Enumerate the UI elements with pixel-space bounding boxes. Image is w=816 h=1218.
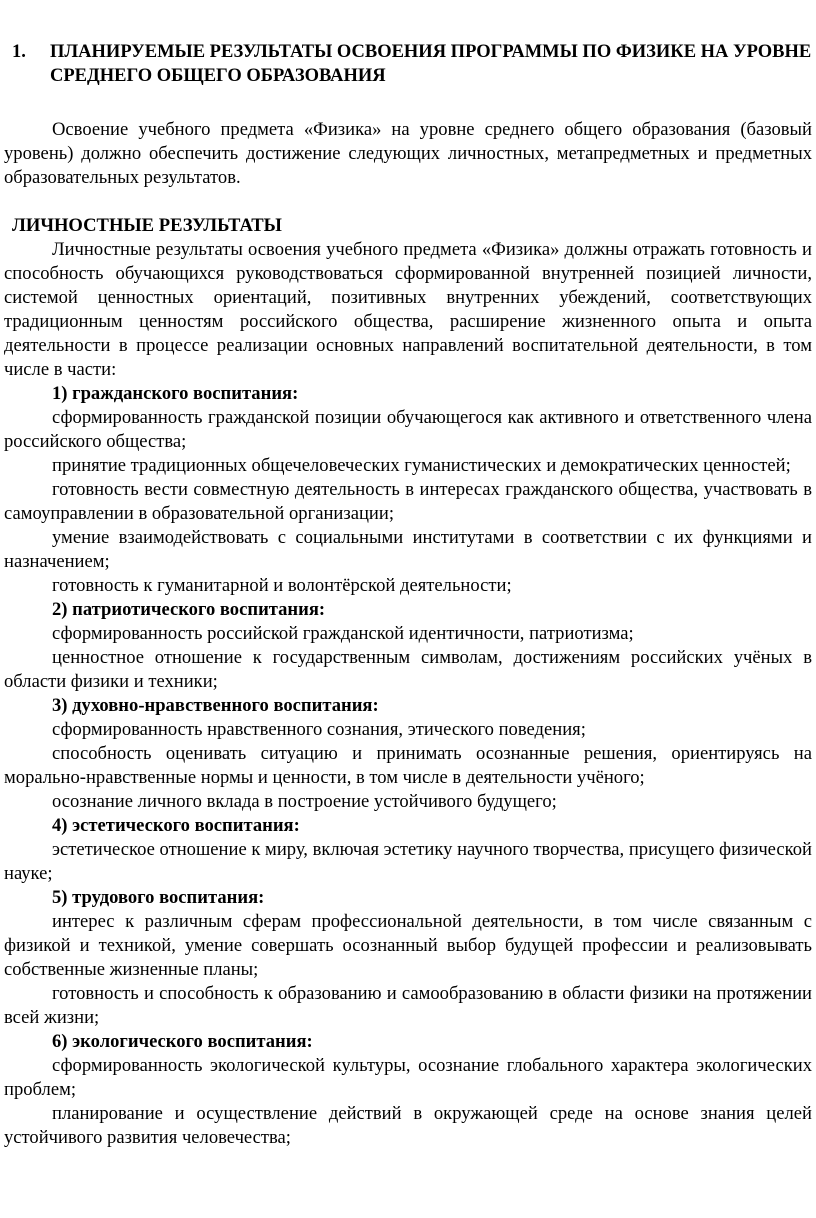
list-item: эстетическое отношение к миру, включая эстетику научного творчества, присущего физической науке; [4,839,812,884]
list-item: готовность вести совместную деятельность в интересах гражданского общества, участвовать в самоуправлении в образовательной организации; [4,479,812,524]
education-groups [4,382,812,1150]
list-item: интерес к различным сферам профессиональной деятельности, в том числе связанным с физикой и техникой, умение совершать осознанный выбор будущей профессии и реализовывать собственные жизненные планы; [4,911,812,980]
group-title: 2) патриотического воспитания: [52,599,326,620]
list-item: способность оценивать ситуацию и принимать осознанные решения, ориентируясь на морально-нравственные нормы и ценности, в том числе в деятельности учёного; [4,743,812,788]
list-item: готовность к гуманитарной и волонтёрской деятельности; [52,575,512,596]
section-heading [4,40,812,88]
list-item: сформированность нравственного сознания, этического поведения; [52,719,586,740]
list-item: сформированность гражданской позиции обучающегося как активного и ответственного члена российского общества; [4,407,812,452]
group-title: 4) эстетического воспитания: [52,815,300,836]
group-title: 1) гражданского воспитания: [52,383,299,404]
heading-number: 1. [12,42,26,62]
group-title: 6) экологического воспитания: [52,1031,313,1052]
group-title: 3) духовно-нравственного воспитания: [52,695,379,716]
list-item: сформированность экологической культуры, осознание глобального характера экологических проблем; [4,1055,812,1100]
list-item: принятие традиционных общечеловеческих гуманистических и демократических ценностей; [52,455,791,476]
document-page [0,40,816,1150]
list-item: планирование и осуществление действий в окружающей среде на основе знания целей устойчивого развития человечества; [4,1103,812,1148]
list-item: осознание личного вклада в построение устойчивого будущего; [52,791,557,812]
list-item: ценностное отношение к государственным символам, достижениям российских учёных в области физики и техники; [4,647,812,692]
group-title: 5) трудового воспитания: [52,887,265,908]
personal-results-intro: Личностные результаты освоения учебного предмета «Физика» должны отражать готовность и способность обучающихся руководствоваться сформированной внутренней позицией личности, системой ценностных ориентаций, позитивных внутренних убеждений, соответствующих традиционным ценностям российского общества, расширение жизненного опыта и опыта деятельности в процессе реализации основных направлений воспитательной деятельности, в том числе в части: [4,239,812,380]
list-item: сформированность российской гражданской идентичности, патриотизма; [52,623,634,644]
list-item: умение взаимодействовать с социальными институтами в соответствии с их функциями и назначением; [4,527,812,572]
personal-results-title: ЛИЧНОСТНЫЕ РЕЗУЛЬТАТЫ [12,215,282,236]
intro-paragraph: Освоение учебного предмета «Физика» на уровне среднего общего образования (базовый уровень) должно обеспечить достижение следующих личностных, метапредметных и предметных образовательных результатов. [4,119,812,188]
heading-text: ПЛАНИРУЕМЫЕ РЕЗУЛЬТАТЫ ОСВОЕНИЯ ПРОГРАММЫ ПО ФИЗИКЕ НА УРОВНЕ СРЕДНЕГО ОБЩЕГО ОБРАЗОВАНИЯ [50,42,812,86]
list-item: готовность и способность к образованию и самообразованию в области физики на протяжении всей жизни; [4,983,812,1028]
